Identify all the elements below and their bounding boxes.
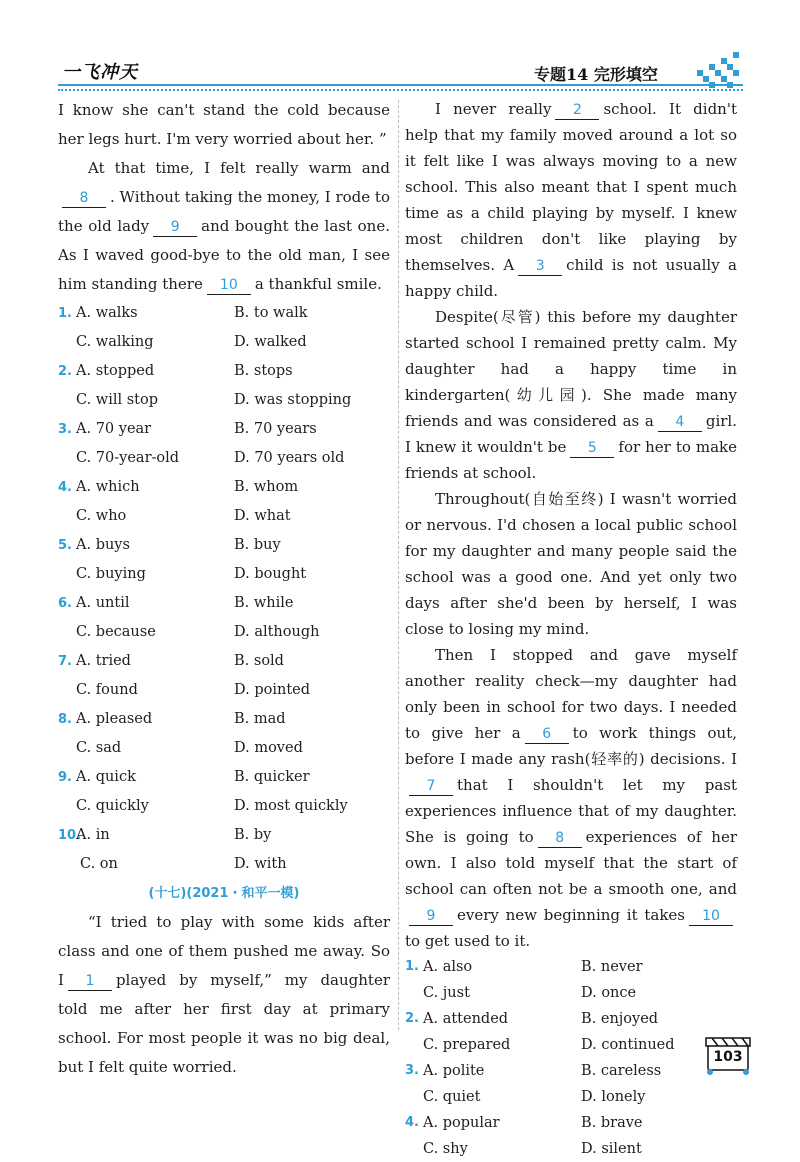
topic-title: 专题14 完形填空 xyxy=(534,65,658,84)
option[interactable]: A. which xyxy=(76,479,140,495)
question-number: 8. xyxy=(58,712,72,727)
option[interactable]: B. brave xyxy=(581,1115,643,1131)
column-divider xyxy=(398,100,399,1030)
option[interactable]: D. lonely xyxy=(581,1089,646,1105)
option[interactable]: D. although xyxy=(234,624,320,640)
option-row xyxy=(405,1058,737,1084)
option-row xyxy=(58,473,390,502)
blank-9[interactable]: 9 xyxy=(409,907,453,926)
question-number: 3. xyxy=(58,422,72,437)
option[interactable]: D. bought xyxy=(234,566,307,582)
question-number: 2. xyxy=(58,364,72,379)
option[interactable]: B. while xyxy=(234,595,294,611)
option-row xyxy=(405,1084,737,1110)
option[interactable]: C. just xyxy=(423,985,470,1001)
option-row xyxy=(58,328,390,357)
option[interactable]: B. 70 years xyxy=(234,421,317,437)
option[interactable]: B. never xyxy=(581,959,643,975)
option[interactable]: B. whom xyxy=(234,479,299,495)
question-number: 5. xyxy=(58,538,72,553)
option[interactable]: A. 70 year xyxy=(76,421,152,437)
option[interactable]: D. was stopping xyxy=(234,392,352,408)
question-number: 2. xyxy=(405,1011,419,1026)
option-row xyxy=(58,763,390,792)
option[interactable]: C. on xyxy=(80,856,118,872)
option-row xyxy=(58,502,390,531)
question-number: 4. xyxy=(58,480,72,495)
option[interactable]: D. walked xyxy=(234,334,307,350)
option-row xyxy=(405,980,737,1006)
option[interactable]: A. stopped xyxy=(76,363,155,379)
option[interactable]: A. quick xyxy=(76,769,136,785)
option[interactable]: C. buying xyxy=(76,566,146,582)
blank-9[interactable]: 9 xyxy=(153,218,197,237)
option[interactable]: B. to walk xyxy=(234,305,308,321)
left-column xyxy=(58,96,390,1082)
passage-paragraph xyxy=(405,96,737,304)
question-number: 7. xyxy=(58,654,72,669)
option[interactable]: D. silent xyxy=(581,1141,642,1157)
option[interactable]: A. also xyxy=(423,959,473,975)
paragraph-text: for her to make friends at school. xyxy=(405,438,737,482)
paragraph-text: . Without taking the money, I rode to the old lady xyxy=(58,188,390,235)
option[interactable]: C. quiet xyxy=(423,1089,481,1105)
option[interactable]: B. buy xyxy=(234,537,281,553)
option[interactable]: A. attended xyxy=(423,1011,509,1027)
option-row xyxy=(58,705,390,734)
option[interactable]: D. 70 years old xyxy=(234,450,345,466)
paragraph-text: At that time, I felt really warm and xyxy=(88,159,390,177)
blank-5[interactable]: 5 xyxy=(570,439,614,458)
header-dotted-rule xyxy=(58,89,743,91)
option-row xyxy=(58,415,390,444)
option[interactable]: A. tried xyxy=(76,653,131,669)
option-row xyxy=(58,792,390,821)
paragraph-text: child is not usually a happy child. xyxy=(405,256,737,300)
option-row xyxy=(58,386,390,415)
option-row xyxy=(405,1136,737,1162)
option-row xyxy=(405,1032,737,1058)
option[interactable]: A. pleased xyxy=(76,711,153,727)
option[interactable]: C. quickly xyxy=(76,798,149,814)
option[interactable]: B. sold xyxy=(234,653,284,669)
page-number: 103 xyxy=(713,1049,743,1065)
option-row xyxy=(58,821,390,850)
blank-6[interactable]: 6 xyxy=(525,725,569,744)
option[interactable]: A. popular xyxy=(423,1115,500,1131)
page-number-badge xyxy=(704,1036,752,1076)
option-row xyxy=(58,589,390,618)
option[interactable]: B. mad xyxy=(234,711,286,727)
option[interactable]: D. what xyxy=(234,508,291,524)
blank-8[interactable]: 8 xyxy=(538,829,582,848)
option[interactable]: C. found xyxy=(76,682,138,698)
paragraph-text: I never really xyxy=(435,100,552,118)
brand-logo-text: 一飞冲天 xyxy=(62,62,138,83)
blank-8[interactable]: 8 xyxy=(62,189,106,208)
option[interactable]: D. pointed xyxy=(234,682,311,698)
right-column xyxy=(405,96,737,1162)
option[interactable]: C. because xyxy=(76,624,156,640)
section-title: (十七)(2021・和平一模) xyxy=(148,886,300,901)
option[interactable]: C. shy xyxy=(423,1141,468,1157)
option[interactable]: C. who xyxy=(76,508,127,524)
paragraph-text: a thankful smile. xyxy=(254,275,382,293)
paragraph-text: girl. I knew it wouldn't be xyxy=(405,412,737,456)
option[interactable]: A. walks xyxy=(76,305,138,321)
option[interactable]: D. most quickly xyxy=(234,798,348,814)
options-list xyxy=(58,299,390,879)
page-header xyxy=(0,0,800,96)
checker-pattern-icon xyxy=(697,52,739,88)
blank-10[interactable]: 10 xyxy=(689,907,733,926)
option-row xyxy=(58,676,390,705)
paragraph-text: Despite(尽管) this before my daughter started school I remained pretty calm. My daughter had a happy time in kindergarten(幼儿园). She made many friends and was considered as a xyxy=(405,308,737,430)
question-number: 6. xyxy=(58,596,72,611)
option[interactable]: B. stops xyxy=(234,363,293,379)
passage-paragraph xyxy=(405,304,737,486)
paragraph-text: to get used to it. xyxy=(405,932,531,950)
blank-7[interactable]: 7 xyxy=(409,777,453,796)
question-number: 1. xyxy=(405,959,419,974)
option[interactable]: C. sad xyxy=(76,740,122,756)
paragraph-text: every new beginning it takes xyxy=(457,906,685,924)
passage-paragraph xyxy=(405,642,737,954)
passage-paragraph xyxy=(58,908,390,1082)
option-row xyxy=(58,531,390,560)
option-row xyxy=(58,299,390,328)
option-row xyxy=(58,734,390,763)
option[interactable]: C. will stop xyxy=(76,392,159,408)
paragraph-text: played by myself,” my daughter told me after her first day at primary school. For most people it was no big deal, but I felt quite worried. xyxy=(58,971,390,1076)
option-row xyxy=(58,647,390,676)
paragraph-text: Throughout(自始至终) I wasn't worried or nervous. I'd chosen a local public school for my daughter and many people said the school was a good one. And yet only two days after she'd been by herself, I was close to losing my mind. xyxy=(405,490,737,638)
blank-4[interactable]: 4 xyxy=(658,413,702,432)
blank-1[interactable]: 1 xyxy=(68,972,112,991)
option[interactable]: B. careless xyxy=(581,1063,662,1079)
question-number: 10. xyxy=(58,828,82,843)
passage-paragraph xyxy=(58,96,390,154)
paragraph-text: and bought the last one. As I waved good-bye to the old man, I see him standing there xyxy=(58,217,390,293)
blank-3[interactable]: 3 xyxy=(518,257,562,276)
paragraph-text: experiences of her own. I also told myself that the start of school can often not be a smooth one, and xyxy=(405,828,737,898)
question-number: 9. xyxy=(58,770,72,785)
option[interactable]: C. prepared xyxy=(423,1037,511,1053)
paragraph-text: to work things out, before I made any rash(轻率的) decisions. I xyxy=(405,724,737,768)
option[interactable]: B. enjoyed xyxy=(581,1011,659,1027)
option-row xyxy=(58,357,390,386)
options-list xyxy=(405,954,737,1162)
option[interactable]: C. walking xyxy=(76,334,154,350)
question-number: 4. xyxy=(405,1115,419,1130)
option[interactable]: A. in xyxy=(76,827,110,843)
option[interactable]: A. until xyxy=(76,595,130,611)
paragraph-text: “I tried to play with some kids after class and one of them pushed me away. So I xyxy=(58,913,390,989)
header-rule xyxy=(58,84,743,86)
option-row xyxy=(58,444,390,473)
paragraph-text: I know she can't stand the cold because her legs hurt. I'm very worried about her. ” xyxy=(58,101,390,148)
question-number: 1. xyxy=(58,306,72,321)
question-number: 3. xyxy=(405,1063,419,1078)
blank-2[interactable]: 2 xyxy=(555,101,599,120)
option[interactable]: D. continued xyxy=(581,1037,675,1053)
option[interactable]: D. once xyxy=(581,985,637,1001)
paragraph-text: that I shouldn't let my past experiences influence that of my daughter. She is going to xyxy=(405,776,737,846)
passage-paragraph xyxy=(58,154,390,299)
option[interactable]: B. by xyxy=(234,827,272,843)
option-row xyxy=(58,618,390,647)
passage-paragraph xyxy=(405,486,737,642)
option-row xyxy=(405,1006,737,1032)
option[interactable]: B. quicker xyxy=(234,769,310,785)
option[interactable]: C. 70-year-old xyxy=(76,450,180,466)
option[interactable]: A. polite xyxy=(423,1063,485,1079)
option-row xyxy=(58,560,390,589)
blank-10[interactable]: 10 xyxy=(207,276,251,295)
option-row xyxy=(405,954,737,980)
option[interactable]: D. with xyxy=(234,856,287,872)
option[interactable]: D. moved xyxy=(234,740,303,756)
paragraph-text: Then I stopped and gave myself another reality check—my daughter had only been in school for two days. I needed to give her a xyxy=(405,646,737,742)
option-row xyxy=(405,1110,737,1136)
option-row xyxy=(58,850,390,879)
paragraph-text: school. It didn't help that my family moved around a lot so it felt like I was always moving to a new school. This also meant that I spent much time as a child playing by myself. I knew most children don't like playing by themselves. A xyxy=(405,100,737,274)
option[interactable]: A. buys xyxy=(76,537,130,553)
